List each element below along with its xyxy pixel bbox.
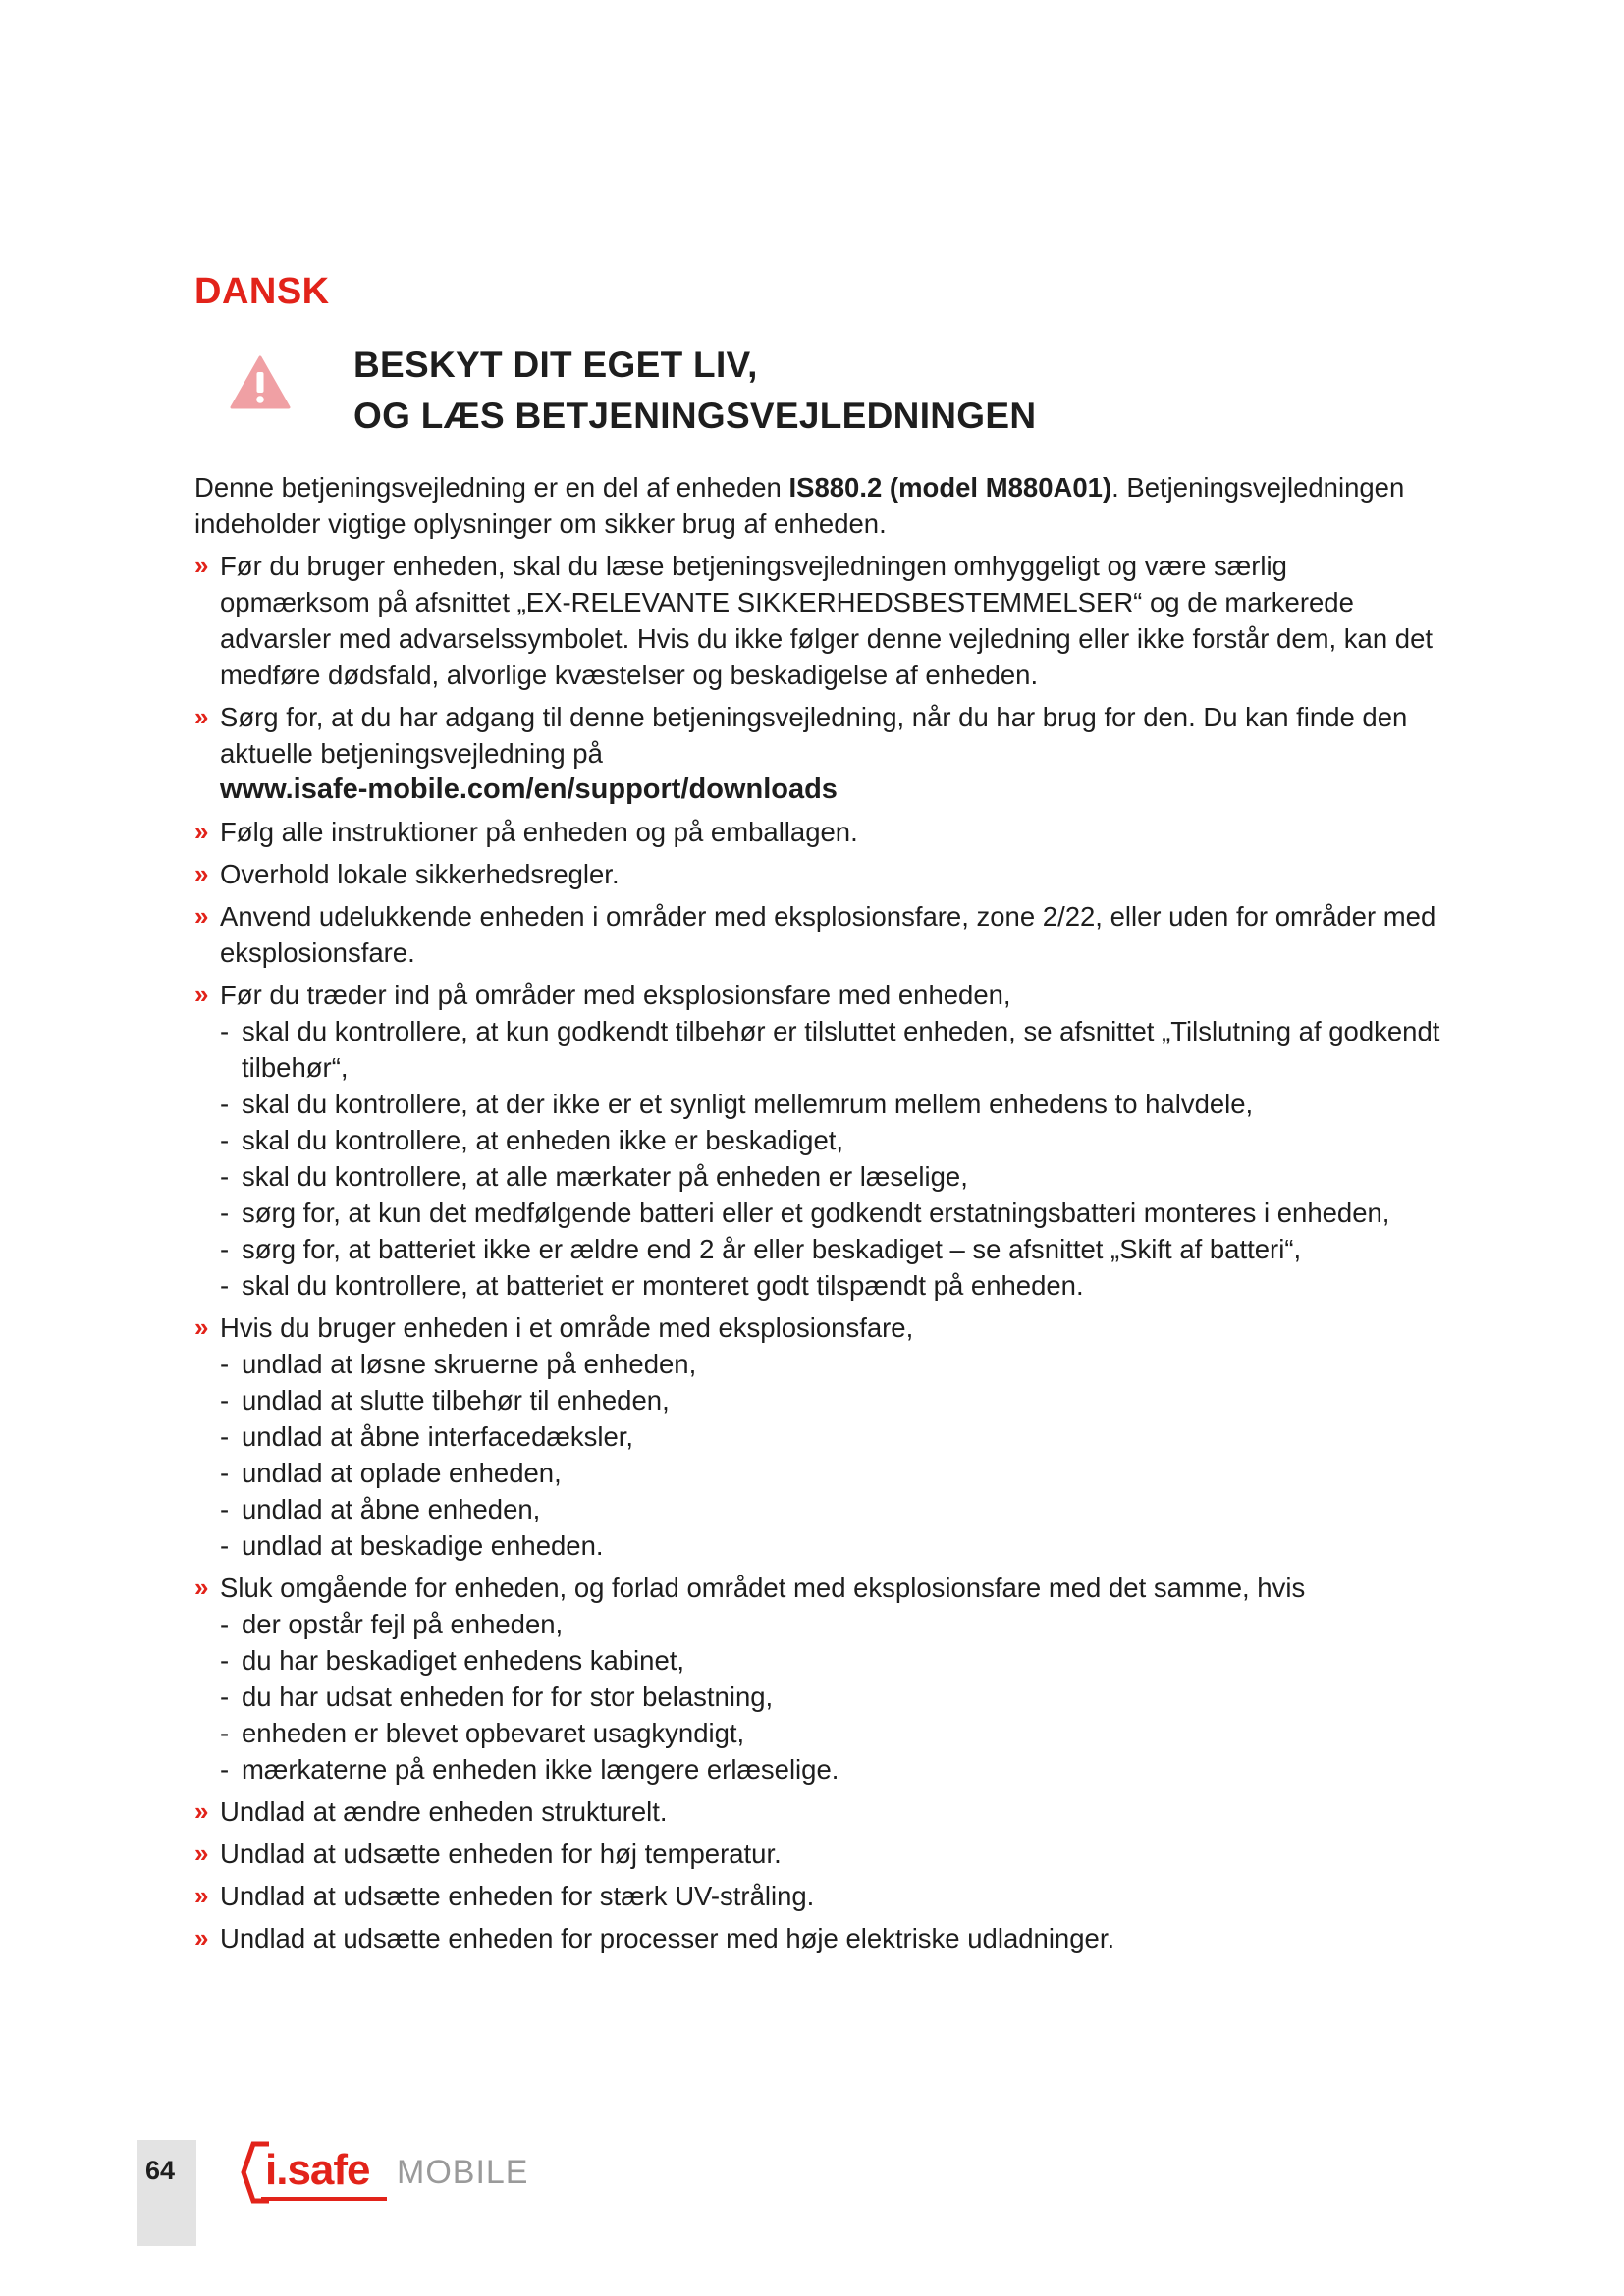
sub-item <box>220 1086 1441 1122</box>
dash-marker: - <box>220 1754 230 1785</box>
bullet-item <box>194 814 1441 850</box>
bullet-arrow-icon: » <box>194 817 209 846</box>
warning-triangle-icon <box>230 355 291 410</box>
dash-marker: - <box>220 1718 230 1748</box>
logo-brand: i.safe <box>265 2146 370 2194</box>
sub-item <box>220 1715 1441 1751</box>
title-line-2: OG LÆS BETJENINGSVEJLEDNINGEN <box>353 396 1037 436</box>
bullet-arrow-icon: » <box>194 859 209 888</box>
dash-marker: - <box>220 1089 230 1119</box>
sub-item <box>220 1418 1441 1455</box>
dash-marker: - <box>220 1198 230 1228</box>
bullet-item <box>194 1920 1441 1956</box>
bullet-arrow-icon: » <box>194 901 209 931</box>
bullet-text: Anvend udelukkende enheden i områder med eksplosionsfare, zone 2/22, eller uden for områder med eksplosionsfare. <box>220 901 1436 968</box>
sub-item-text: undlad at løsne skruerne på enheden, <box>242 1349 697 1379</box>
bullet-text: Undlad at udsætte enheden for processer med høje elektriske udladninger. <box>220 1923 1115 1953</box>
model-name: IS880.2 (model M880A01) <box>788 472 1112 503</box>
sub-item-text: mærkaterne på enheden ikke længere erlæselige. <box>242 1754 839 1785</box>
dash-marker: - <box>220 1234 230 1264</box>
sub-item-text: sørg for, at kun det medfølgende batteri eller et godkendt erstatningsbatteri monteres i enheden, <box>242 1198 1390 1228</box>
sub-item-text: skal du kontrollere, at der ikke er et synligt mellemrum mellem enhedens to halvdele, <box>242 1089 1254 1119</box>
bullet-arrow-icon: » <box>194 980 209 1009</box>
intro-text-after: . Betjeningsvejledningen indeholder vigtige oplysninger om sikker brug af enheden. <box>194 472 1405 539</box>
sub-item <box>220 1195 1441 1231</box>
bullet-arrow-icon: » <box>194 1796 209 1826</box>
safety-bullet-list <box>194 548 1441 1956</box>
bullet-arrow-icon: » <box>194 1923 209 1952</box>
bullet-item <box>194 699 1441 808</box>
bullet-text: Sørg for, at du har adgang til denne betjeningsvejledning, når du har brug for den. Du kan finde den aktuelle betjeningsvejledning på <box>220 702 1408 769</box>
sub-item <box>220 1013 1441 1086</box>
logo-mark <box>240 2138 393 2207</box>
logo-word: MOBILE <box>397 2153 529 2191</box>
sub-item <box>220 1382 1441 1418</box>
bullet-arrow-icon: » <box>194 551 209 580</box>
sub-item-text: undlad at åbne interfacedæksler, <box>242 1421 634 1452</box>
sub-item-text: skal du kontrollere, at enheden ikke er beskadiget, <box>242 1125 844 1155</box>
dash-marker: - <box>220 1161 230 1192</box>
bullet-text: Sluk omgående for enheden, og forlad området med eksplosionsfare med det samme, hvis <box>220 1573 1306 1603</box>
sub-item <box>220 1642 1441 1679</box>
sub-item <box>220 1231 1441 1267</box>
dash-marker: - <box>220 1349 230 1379</box>
bullet-item <box>194 548 1441 693</box>
dash-marker: - <box>220 1682 230 1712</box>
sub-item <box>220 1455 1441 1491</box>
sub-item-text: skal du kontrollere, at kun godkendt tilbehør er tilsluttet enheden, se afsnittet „Tilslutning af godkendt tilbehør“, <box>242 1016 1440 1083</box>
bullet-arrow-icon: » <box>194 1312 209 1342</box>
sub-item-text: du har udsat enheden for for stor belastning, <box>242 1682 774 1712</box>
downloads-link[interactable]: www.isafe-mobile.com/en/support/downloads <box>220 774 838 805</box>
bullet-text: Overhold lokale sikkerhedsregler. <box>220 859 620 889</box>
bullet-item <box>194 1309 1441 1564</box>
sub-item <box>220 1122 1441 1158</box>
sub-item-text: du har beskadiget enhedens kabinet, <box>242 1645 685 1676</box>
bullet-arrow-icon: » <box>194 1839 209 1868</box>
sub-item <box>220 1267 1441 1304</box>
bullet-text: Før du træder ind på områder med eksplosionsfare med enheden, <box>220 980 1011 1010</box>
dash-marker: - <box>220 1125 230 1155</box>
page-title <box>353 340 1036 442</box>
bullet-item <box>194 1570 1441 1788</box>
bullet-arrow-icon: » <box>194 1881 209 1910</box>
intro-text-before: Denne betjeningsvejledning er en del af enheden <box>194 472 789 503</box>
dash-marker: - <box>220 1494 230 1524</box>
sub-item-text: der opstår fejl på enheden, <box>242 1609 564 1639</box>
bullet-item <box>194 1878 1441 1914</box>
title-line-1: BESKYT DIT EGET LIV, <box>353 345 758 385</box>
dash-marker: - <box>220 1270 230 1301</box>
sub-item <box>220 1158 1441 1195</box>
dash-marker: - <box>220 1385 230 1415</box>
dash-marker: - <box>220 1609 230 1639</box>
bullet-item <box>194 977 1441 1304</box>
dash-marker: - <box>220 1645 230 1676</box>
sub-item <box>220 1491 1441 1527</box>
sub-item-text: skal du kontrollere, at batteriet er monteret godt tilspændt på enheden. <box>242 1270 1084 1301</box>
dash-marker: - <box>220 1421 230 1452</box>
dash-marker: - <box>220 1458 230 1488</box>
sub-item-text: undlad at åbne enheden, <box>242 1494 541 1524</box>
bullet-text: Før du bruger enheden, skal du læse betjeningsvejledningen omhyggeligt og være særlig opmærksom på afsnittet „EX-RELEVANTE SIKKERHEDSBESTEMMELSER“ og de markerede advarsler med advarselssymbolet. Hvis du ikke følger denne vejledning eller ikke forstår dem, kan det medføre dødsfald, alvorlige kvæstelser og beskadigelse af enheden. <box>220 551 1434 690</box>
content <box>194 469 1441 1956</box>
bullet-item <box>194 856 1441 892</box>
dash-marker: - <box>220 1016 230 1046</box>
bullet-text: Følg alle instruktioner på enheden og på emballagen. <box>220 817 858 847</box>
language-heading: DANSK <box>194 271 330 312</box>
bullet-item <box>194 898 1441 971</box>
sub-item <box>220 1606 1441 1642</box>
sub-item-text: enheden er blevet opbevaret usagkyndigt, <box>242 1718 745 1748</box>
sub-item-text: undlad at slutte tilbehør til enheden, <box>242 1385 670 1415</box>
sub-item-text: skal du kontrollere, at alle mærkater på enheden er læselige, <box>242 1161 968 1192</box>
sub-item <box>220 1679 1441 1715</box>
sub-item <box>220 1751 1441 1788</box>
isafe-logo <box>240 2138 528 2207</box>
page-number: 64 <box>145 2156 176 2185</box>
intro-paragraph <box>194 469 1441 542</box>
bullet-text: Hvis du bruger enheden i et område med eksplosionsfare, <box>220 1312 914 1343</box>
bullet-arrow-icon: » <box>194 702 209 731</box>
dash-marker: - <box>220 1530 230 1561</box>
bullet-text: Undlad at udsætte enheden for høj temperatur. <box>220 1839 782 1869</box>
sub-item-text: undlad at oplade enheden, <box>242 1458 562 1488</box>
bullet-item <box>194 1836 1441 1872</box>
sub-item-text: sørg for, at batteriet ikke er ældre end 2 år eller beskadiget – se afsnittet „Skift af batteri“, <box>242 1234 1302 1264</box>
bullet-text: Undlad at udsætte enheden for stærk UV-stråling. <box>220 1881 815 1911</box>
sub-item-text: undlad at beskadige enheden. <box>242 1530 604 1561</box>
sub-item <box>220 1346 1441 1382</box>
bullet-arrow-icon: » <box>194 1573 209 1602</box>
bullet-item <box>194 1793 1441 1830</box>
sub-item <box>220 1527 1441 1564</box>
bullet-text: Undlad at ændre enheden strukturelt. <box>220 1796 668 1827</box>
